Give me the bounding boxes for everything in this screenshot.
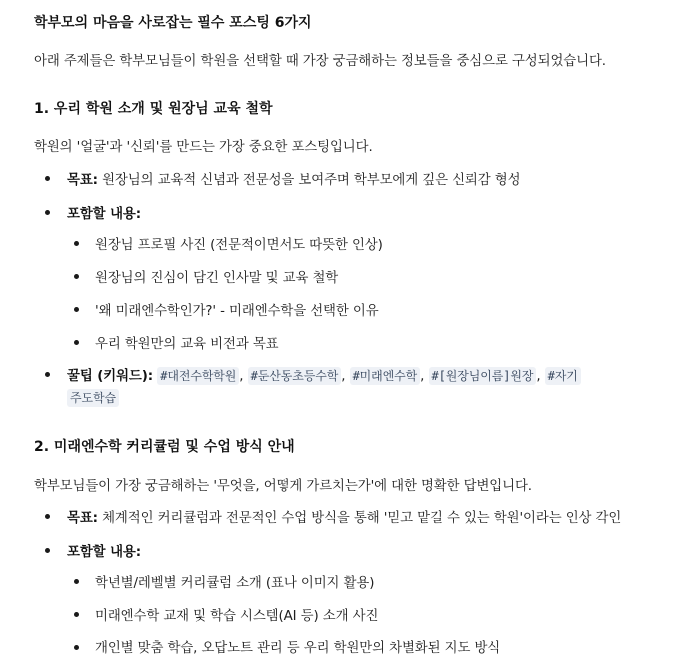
keyword-tag: #[원장님이름]원장	[429, 367, 537, 385]
list-item: 개인별 맞춤 학습, 오답노트 관리 등 우리 학원만의 차별화된 지도 방식	[95, 641, 501, 656]
sub-bullet-icon	[74, 340, 79, 345]
sub-bullet-icon	[74, 612, 79, 617]
section2-description: 학부모님들이 가장 궁금해하는 '무엇을, 어떻게 가르치는가'에 대한 명확한 답변입니다.	[34, 479, 532, 494]
keyword-tag: #자기	[545, 367, 581, 385]
goal-text: 체계적인 커리큘럼과 전문적인 수업 방식을 통해 '믿고 맡길 수 있는 학원'이라는 인상 각인	[97, 511, 622, 526]
sub-bullet-icon	[74, 307, 79, 312]
list-item: 원장님의 진심이 담긴 인사말 및 교육 철학	[95, 271, 339, 286]
section1-heading: 1. 우리 학원 소개 및 원장님 교육 철학	[34, 101, 273, 117]
sub-bullet-icon	[74, 241, 79, 246]
bullet-icon	[45, 210, 50, 215]
goal-label: 목표:	[67, 173, 98, 188]
sub-bullet-icon	[74, 274, 79, 279]
list-item: 원장님 프로필 사진 (전문적이면서도 따뜻한 인상)	[95, 238, 383, 253]
section1-description: 학원의 '얼굴'과 '신뢰'를 만드는 가장 중요한 포스팅입니다.	[34, 140, 373, 155]
list-item: 우리 학원만의 교육 비전과 목표	[95, 337, 279, 352]
goal-label: 목표:	[67, 511, 98, 526]
section1-contents-label: 포함할 내용:	[67, 207, 141, 222]
page-title: 학부모의 마음을 사로잡는 필수 포스팅 6가지	[34, 15, 312, 31]
list-item: 미래엔수학 교재 및 학습 시스템(AI 등) 소개 사진	[95, 609, 379, 624]
bullet-icon	[45, 176, 50, 181]
sub-bullet-icon	[74, 579, 79, 584]
list-item: '왜 미래엔수학인가?' - 미래엔수학을 선택한 이유	[95, 304, 379, 319]
sub-bullet-icon	[74, 645, 79, 650]
section2-contents-label: 포함할 내용:	[67, 545, 141, 560]
tip-label: 꿀팁 (키워드):	[67, 369, 154, 384]
list-item: 학년별/레벨별 커리큘럼 소개 (표나 이미지 활용)	[95, 576, 375, 591]
keyword-tag: 주도학습	[67, 389, 119, 407]
bullet-icon	[45, 514, 50, 519]
keyword-tag: #둔산동초등수학	[248, 367, 342, 385]
section1-goal	[67, 169, 520, 188]
keyword-tag: #미래엔수학	[350, 367, 421, 385]
bullet-icon	[45, 372, 50, 377]
section1-keywords: 꿀팁 (키워드): #대전수학학원 , #둔산동초등수학 , #미래엔수학 , #[원장님이름]원장 , #자기	[67, 365, 581, 384]
bullet-icon	[45, 548, 50, 553]
section2-goal	[67, 507, 621, 526]
intro-paragraph: 아래 주제들은 학부모님들이 학원을 선택할 때 가장 궁금해하는 정보들을 중심으로 구성되었습니다.	[34, 54, 606, 69]
section1-keywords-cont	[67, 389, 119, 406]
section2-heading: 2. 미래엔수학 커리큘럼 및 수업 방식 안내	[34, 439, 295, 455]
keyword-tag: #대전수학학원	[157, 367, 239, 385]
goal-text: 원장님의 교육적 신념과 전문성을 보여주며 학부모에게 깊은 신뢰감 형성	[97, 173, 521, 188]
